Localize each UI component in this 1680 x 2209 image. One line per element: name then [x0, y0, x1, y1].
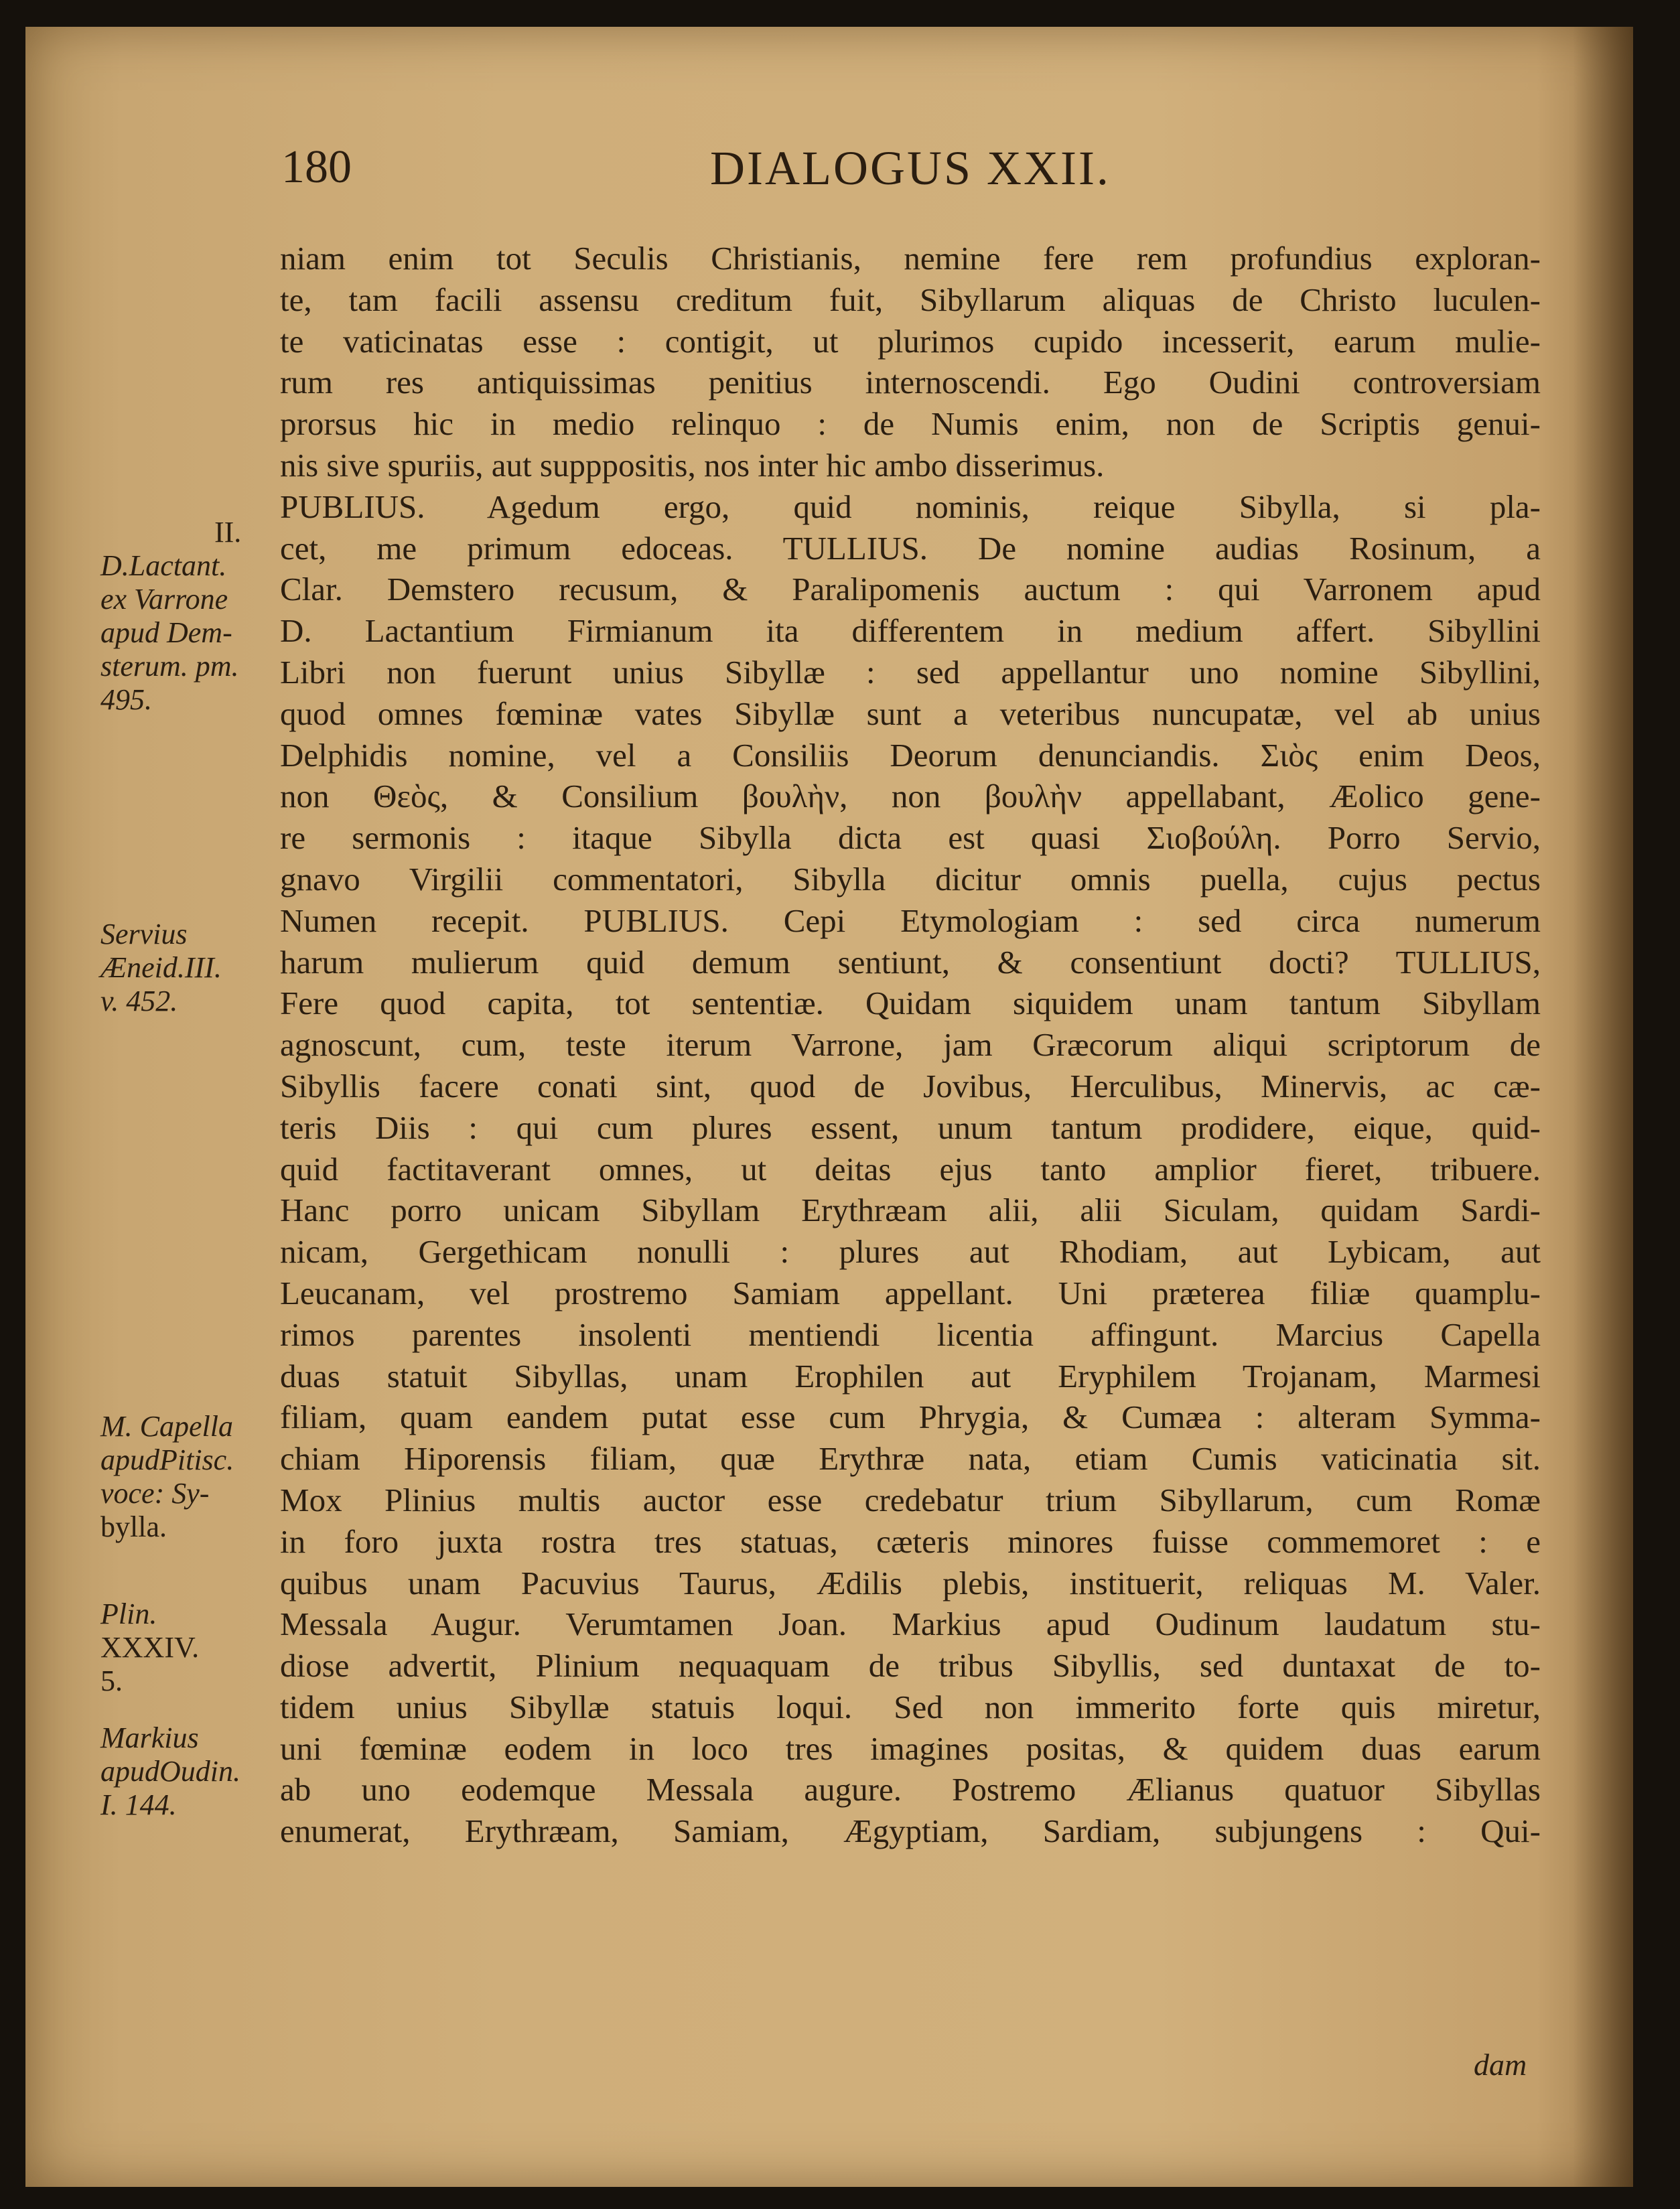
text-line: non Θεὸς, & Consilium βουλὴν, non βουλὴν appellabant, Æolico gene- [280, 778, 1541, 815]
margin-note-markius [100, 1721, 295, 1822]
margin-note-line: Servius [100, 918, 188, 950]
margin-note-line: v. 452. [100, 985, 178, 1017]
text-line: Delphidis nomine, vel a Consiliis Deorum denunciandis. Σιὸς enim Deos, [280, 736, 1541, 774]
margin-note-line: voce: Sy- [100, 1477, 210, 1510]
text-line: Libri non fuerunt unius Sibyllæ : sed appellantur uno nomine Sibyllini, [280, 653, 1541, 691]
margin-note-line: Plin. [100, 1597, 157, 1630]
margin-note-line: Markius [100, 1721, 199, 1754]
text-line: Leucanam, vel prostremo Samiam appellant. Uni præterea filiæ quamplu- [280, 1274, 1541, 1311]
text-line: te, tam facili assensu creditum fuit, Sibyllarum aliquas de Christo luculen- [280, 281, 1541, 318]
text-line: gnavo Virgilii commentatori, Sibylla dicitur omnis puella, cujus pectus [280, 860, 1541, 898]
margin-note-servius [100, 918, 295, 1018]
text-line: rimos parentes insolenti mentiendi licentia affingunt. Marcius Capella [280, 1315, 1541, 1353]
text-line: cet, me primum edoceas. TULLIUS. De nomine audias Rosinum, a [280, 529, 1541, 567]
margin-note-line: 5. [100, 1664, 123, 1697]
margin-note-line: bylla. [100, 1510, 167, 1543]
margin-note-plinius [100, 1597, 295, 1698]
margin-note-line: sterum. pm. [100, 650, 239, 683]
running-title: DIALOGUS XXII. [710, 141, 1111, 195]
catchword: dam [1474, 2048, 1527, 2082]
margin-note-line: D.Lactant. [100, 549, 227, 582]
text-line: Mox Plinius multis auctor esse credebatur trium Sibyllarum, cum Romæ [280, 1481, 1541, 1518]
text-line: uni fœminæ eodem in loco tres imagines positas, & quidem duas earum [280, 1729, 1541, 1767]
margin-note-line: Æneid.III. [100, 951, 222, 984]
text-line: rum res antiquissimas penitius internoscendi. Ego Oudini controversiam [280, 364, 1541, 401]
text-line: PUBLIUS. Agedum ergo, quid nominis, reique Sibylla, si pla- [280, 488, 1541, 525]
margin-note-line: apudPitisc. [100, 1443, 234, 1476]
text-line: chiam Hiporensis filiam, quæ Erythræ nata, etiam Cumis vaticinatia sit. [280, 1440, 1541, 1478]
text-line: harum mulierum quid demum sentiunt, & consentiunt docti? TULLIUS, [280, 943, 1541, 981]
text-line: in foro juxta rostra tres statuas, cæteris minores fuisse commemoret : e [280, 1522, 1541, 1560]
text-line: quod omnes fœminæ vates Sibyllæ sunt a veteribus nuncupatæ, vel ab unius [280, 695, 1541, 732]
text-line: quid factitaverant omnes, ut deitas ejus tanto amplior fieret, tribuere. [280, 1150, 1541, 1188]
margin-note-line: 495. [100, 683, 152, 716]
text-line: prorsus hic in medio relinquo : de Numis enim, non de Scriptis genui- [280, 405, 1541, 443]
margin-note-line: XXXIV. [100, 1631, 200, 1664]
margin-note-line: I. 144. [100, 1788, 177, 1821]
text-line: enumerat, Erythræam, Samiam, Ægyptiam, Sardiam, subjungens : Qui- [280, 1812, 1541, 1850]
text-line: Fere quod capita, tot sententiæ. Quidam siquidem unam tantum Sibyllam [280, 985, 1541, 1022]
text-line: D. Lactantium Firmianum ita differentem in medium affert. Sibyllini [280, 612, 1541, 650]
text-line: Clar. Demstero recusum, & Paralipomenis auctum : qui Varronem apud [280, 571, 1541, 608]
text-line: Hanc porro unicam Sibyllam Erythræam alii, alii Siculam, quidam Sardi- [280, 1192, 1541, 1229]
text-line: quibus unam Pacuvius Taurus, Ædilis plebis, instituerit, reliquas M. Valer. [280, 1564, 1541, 1601]
text-line: duas statuit Sibyllas, unam Erophilen aut Eryphilem Trojanam, Marmesi [280, 1357, 1541, 1395]
text-line: Numen recepit. PUBLIUS. Cepi Etymologiam : sed circa numerum [280, 902, 1541, 939]
text-line: agnoscunt, cum, teste iterum Varrone, jam Græcorum aliqui scriptorum de [280, 1026, 1541, 1064]
text-line: Messala Augur. Verumtamen Joan. Markius apud Oudinum laudatum stu- [280, 1606, 1541, 1643]
margin-note-lactantius [100, 516, 295, 717]
page-number: 180 [281, 141, 352, 193]
text-line: tidem unius Sibyllæ statuis loqui. Sed non immerito forte quis miretur, [280, 1688, 1541, 1725]
text-line: Sibyllis facere conati sint, quod de Jovibus, Herculibus, Minervis, ac cæ- [280, 1067, 1541, 1104]
text-line: nis sive spuriis, aut supppositis, nos inter hic ambo disserimus. [280, 446, 1105, 484]
text-line: ab uno eodemque Messala augure. Postremo Ælianus quatuor Sibyllas [280, 1771, 1541, 1808]
text-line: te vaticinatas esse : contigit, ut plurimos cupido incesserit, earum mulie- [280, 322, 1541, 360]
text-line: niam enim tot Seculis Christianis, nemine fere rem profundius exploran- [280, 240, 1541, 277]
text-line: nicam, Gergethicam nonulli : plures aut Rhodiam, aut Lybicam, aut [280, 1233, 1541, 1271]
text-line: filiam, quam eandem putat esse cum Phrygia, & Cumæa : alteram Symma- [280, 1399, 1541, 1436]
text-line: teris Diis : qui cum plures essent, unum tantum prodidere, eique, quid- [280, 1109, 1541, 1146]
page-gutter-shadow [1573, 27, 1633, 2187]
page-header [281, 141, 1541, 201]
margin-note-line: apud Dem- [100, 616, 232, 649]
main-text-block [280, 238, 1541, 1852]
margin-note-line: II. [214, 516, 242, 549]
text-line: re sermonis : itaque Sibylla dicta est quasi Σιοβούλη. Porro Servio, [280, 819, 1541, 857]
text-line: diose advertit, Plinium nequaquam de tribus Sibyllis, sed duntaxat de to- [280, 1647, 1541, 1685]
margin-note-capella [100, 1410, 295, 1544]
margin-note-line: ex Varrone [100, 583, 228, 616]
margin-note-line: M. Capella [100, 1410, 233, 1443]
margin-note-line: apudOudin. [100, 1755, 240, 1788]
